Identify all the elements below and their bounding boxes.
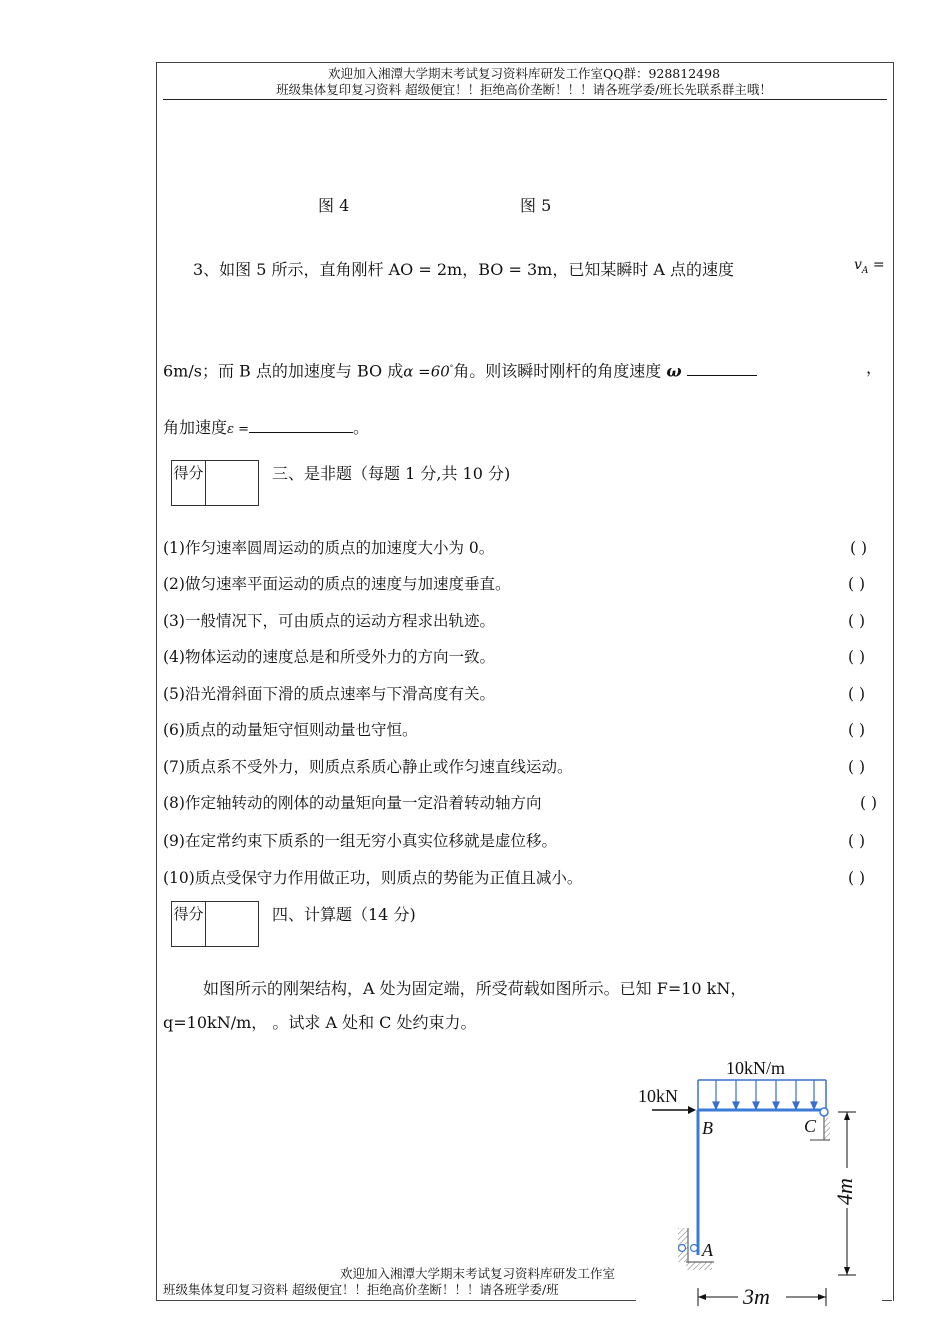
tf-item-2: (2)做匀速率平面运动的质点的速度与加速度垂直。 [163,575,511,593]
score-box-4 [171,901,259,947]
tf-paren-5[interactable]: ( ) [848,685,866,703]
q3-line-3: 角加速度ε = 。 [163,418,370,437]
q3-line-2-end: ， [866,358,883,377]
tf-item-4: (4)物体运动的速度总是和所受外力的方向一致。 [163,648,495,666]
tf-paren-6[interactable]: ( ) [848,721,866,739]
support-c-hatch [824,1118,830,1140]
width-label: 3m [743,1284,770,1309]
height-label: 4m [832,1178,857,1205]
tf-paren-1[interactable]: ( ) [850,539,868,557]
tf-paren-4[interactable]: ( ) [848,648,866,666]
tf-item-5: (5)沿光滑斜面下滑的质点速率与下滑高度有关。 [163,685,495,703]
dim-v-arrow-bottom [844,1267,850,1275]
section3-title: 三、是非题（每题 1 分,共 10 分) [272,464,511,483]
support-a-pin-2 [691,1245,698,1252]
va-symbol: $v_A$ = [854,257,885,276]
label-a: A [702,1240,713,1260]
footer-line-2: 班级集体复印复习资料 超级便宜！！拒绝高价垄断！！！请各班学委/班 [163,1282,559,1297]
omega-symbol: ω [666,361,682,381]
tf-paren-2[interactable]: ( ) [848,575,866,593]
score-label: 得分 [172,902,206,946]
score-label: 得分 [172,461,206,505]
score-box-3 [171,460,259,506]
load-label: 10kN/m [726,1058,786,1078]
dim-v-arrow-top [844,1112,850,1120]
tf-item-7: (7)质点系不受外力，则质点系质心静止或作匀速直线运动。 [163,758,573,776]
omega-blank [687,359,757,376]
tf-item-10: (10)质点受保守力作用做正功，则质点的势能为正值且减小。 [163,869,583,887]
header-line-1: 欢迎加入湘潭大学期末考试复习资料库研发工作室QQ群：928812498 [327,66,721,81]
tf-item-3: (3)一般情况下，可由质点的运动方程求出轨迹。 [163,612,495,630]
force-label: 10kN [638,1086,678,1106]
support-a-pin [679,1245,686,1252]
force-arrowhead [688,1106,696,1114]
label-c: C [804,1116,817,1136]
support-a-hatch-bottom [686,1262,712,1270]
section4-para-1: 如图所示的刚架结构，A 处为固定端，所受荷载如图所示。已知 F=10 kN， [203,979,747,998]
tf-item-8: (8)作定轴转动的刚体的动量矩向量一定沿着转动轴方向 [163,794,542,812]
caption-fig4: 图 4 [318,196,350,215]
tf-paren-3[interactable]: ( ) [848,612,866,630]
bottom-rule [156,1300,636,1301]
q3-line-2: 6m/s；而 B 点的加速度与 BO 成α =60°角。则该瞬时刚杆的角度速度 ω [163,357,757,382]
dim-h-arrow-left [698,1294,706,1300]
header-rule [163,99,887,100]
load-arrows [713,1080,817,1109]
tf-item-1: (1)作匀速率圆周运动的质点的加速度大小为 0。 [163,539,495,557]
tf-paren-8[interactable]: ( ) [860,794,878,812]
tf-item-6: (6)质点的动量矩守恒则动量也守恒。 [163,721,418,739]
tf-paren-9[interactable]: ( ) [848,832,866,850]
q3-line-1: 3、如图 5 所示，直角刚杆 AO = 2m，BO = 3m，已知某瞬时 A 点的速度 [193,260,735,279]
dim-h-arrow-right [818,1294,826,1300]
frame-diagram [630,1050,890,1310]
header-line-2: 班级集体复印复习资料 超级便宜！！拒绝高价垄断！！！请各班学委/班长先联系群主哦！ [276,82,772,97]
label-b: B [702,1118,713,1138]
section4-para-2: q=10kN/m， 。试求 A 处和 C 处约束力。 [163,1013,477,1032]
tf-item-9: (9)在定常约束下质系的一组无穷小真实位移就是虚位移。 [163,832,557,850]
section4-title: 四、计算题（14 分) [272,905,416,924]
epsilon-blank [249,416,353,433]
caption-fig5: 图 5 [520,196,552,215]
tf-paren-7[interactable]: ( ) [848,758,866,776]
support-c-pin [820,1108,828,1116]
footer-line-1: 欢迎加入湘潭大学期末考试复习资料库研发工作室 [339,1266,615,1281]
tf-paren-10[interactable]: ( ) [848,869,866,887]
